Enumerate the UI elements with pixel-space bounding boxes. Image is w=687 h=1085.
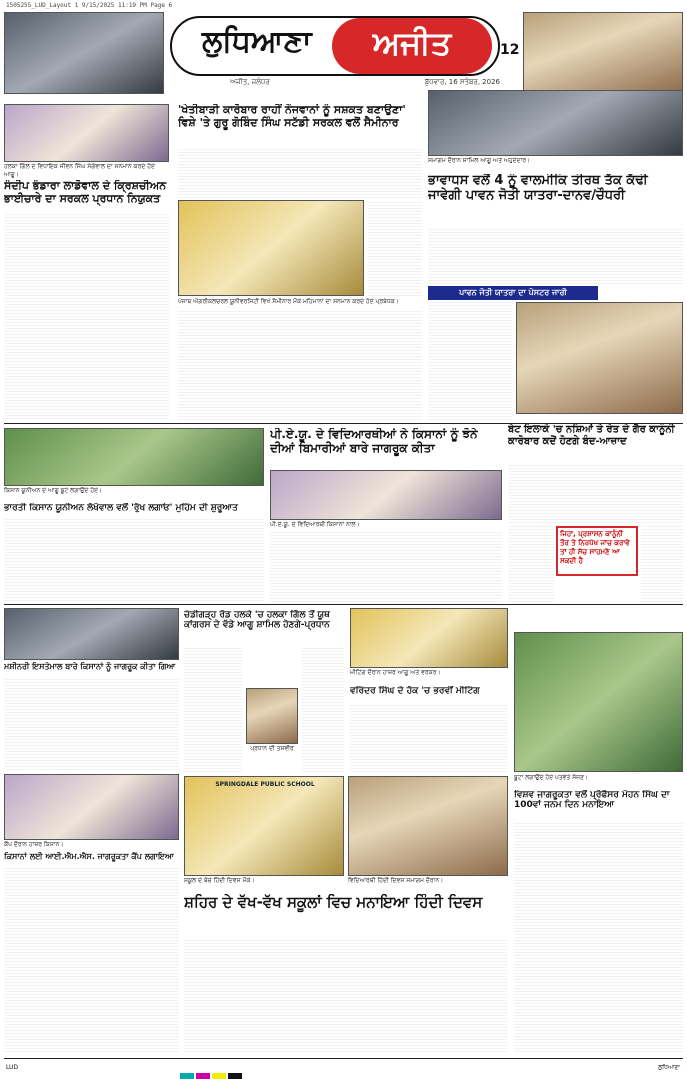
story-a10-body xyxy=(514,822,683,1052)
footer-left: LUD xyxy=(6,1064,19,1071)
footer-rule xyxy=(4,1058,683,1059)
story-a6-body-left xyxy=(508,526,554,602)
story-a12-photo-right xyxy=(348,776,508,876)
story-a10-caption: ਬੂਟਾ ਲਗਾਉਂਦੇ ਹੋਏ ਪਤਵੰਤੇ ਸੱਜਣ। xyxy=(514,774,589,781)
story-a8-headline: ਚੰਡੀਗੜ੍ਹ ਰੋਡ ਹਲਕੇ 'ਚ ਹਲਕਾ ਗਿੱਲ ਤੋਂ ਯੂਥ ਕਾਂਗਰਸ ਦੇ ਵੱਡੇ ਆਗੂ ਸ਼ਾਮਿਲ ਹੋਣਗੇ-ਪ੍ਰਧਾਨ xyxy=(184,610,330,631)
story-a12-caption-right: ਵਿਦਿਆਰਥੀ ਹਿੰਦੀ ਦਿਵਸ ਸਮਾਗਮ ਦੌਰਾਨ। xyxy=(348,877,444,884)
story-a4-photo xyxy=(4,428,264,486)
story-a9-headline: ਵਰਿੰਦਰ ਸਿੰਘ ਦੇ ਹੱਕ 'ਚ ਭਰਵੀਂ ਮੀਟਿੰਗ xyxy=(350,686,480,696)
story-a7-headline: ਮਸ਼ੀਨਰੀ ਇਸਤੇਮਾਲ ਬਾਰੇ ਕਿਸਾਨਾਂ ਨੂੰ ਜਾਗਰੂਕ ਕੀਤਾ ਗਿਆ xyxy=(4,662,176,671)
story-a1-body xyxy=(4,214,169,419)
story-a2-body xyxy=(178,310,422,420)
story-a7-photo xyxy=(4,608,179,660)
story-a9-body xyxy=(350,704,508,772)
story-a11-body xyxy=(4,868,179,1052)
story-a3-boxed-subhead: ਪਾਵਨ ਜੋਤੀ ਯਾਤਰਾ ਦਾ ਪੋਸਟਰ ਜਾਰੀ xyxy=(428,286,598,300)
story-a8-body-right xyxy=(302,646,344,772)
story-a5-caption: ਪੀ.ਏ.ਯੂ. ਦੇ ਵਿਦਿਆਰਥੀ ਕਿਸਾਨਾਂ ਨਾਲ। xyxy=(270,521,360,528)
story-a1-photo xyxy=(4,104,169,162)
story-a10-headline: ਵਿਸ਼ਵ ਜਾਗਰੂਕਤਾ ਵਲੋਂ ਪ੍ਰੋਫੈਸਰ ਮੋਹਨ ਸਿੰਘ ਦਾ 100ਵਾਂ ਜਨਮ ਦਿਨ ਮਨਾਇਆ xyxy=(514,790,670,811)
masthead-subline: ਅਜੀਤ, ਜਲੰਧਰ xyxy=(230,78,270,86)
color-registration-bar xyxy=(180,1064,380,1072)
story-a5-headline: ਪੀ.ਏ.ਯੂ. ਦੇ ਵਿਦਿਆਰਥੀਆਂ ਨੇ ਕਿਸਾਨਾਂ ਨੂੰ ਝੋਨੇ ਦੀਆਂ ਬਿਮਾਰੀਆਂ ਬਾਰੇ ਜਾਗਰੂਕ ਕੀਤਾ xyxy=(270,428,478,455)
masthead-date: ਬੁੱਧਵਾਰ, 16 ਸਤੰਬਰ, 2026 xyxy=(424,78,500,86)
story-a11-headline: ਕਿਸਾਨਾਂ ਲਈ ਆਈ.ਐਮ.ਐਸ. ਜਾਗਰੂਕਤਾ ਕੈਂਪ ਲਗਾਇਆ xyxy=(4,852,174,861)
story-a12-headline: ਸ਼ਹਿਰ ਦੇ ਵੱਖ-ਵੱਖ ਸਕੂਲਾਂ ਵਿਚ ਮਨਾਇਆ ਹਿੰਦੀ ਦਿਵਸ xyxy=(184,894,483,911)
story-a4-headline: ਭਾਰਤੀ ਕਿਸਾਨ ਯੂਨੀਅਨ ਲੱਖੋਵਾਲ ਵਲੋਂ 'ਰੁੱਖ ਲਗਾਓ' ਮੁਹਿੰਮ ਦੀ ਸ਼ੁਰੂਆਤ xyxy=(4,503,238,513)
story-a9-caption: ਮੀਟਿੰਗ ਦੌਰਾਨ ਹਾਜ਼ਰ ਆਗੂ ਅਤੇ ਵਰਕਰ। xyxy=(350,669,441,676)
story-a2-caption: ਪੰਜਾਬ ਐਗਰੀਕਲਚਰਲ ਯੂਨੀਵਰਸਿਟੀ ਵਿਖੇ ਸੈਮੀਨਾਰ ਮੌਕੇ ਮਹਿਮਾਨਾਂ ਦਾ ਸਨਮਾਨ ਕਰਦੇ ਹੋਏ ਪ੍ਰਬੰਧਕ। xyxy=(178,298,399,305)
story-a8-caption: ਪ੍ਰਧਾਨ ਦੀ ਤਸਵੀਰ xyxy=(250,745,294,752)
story-a7-body xyxy=(4,678,179,770)
story-a2-body-side xyxy=(368,200,422,296)
story-a1-headline: ਸੰਦੀਪ ਭੰਡਾਰਾ ਲਾਡੋਵਾਲ ਦੇ ਕ੍ਰਿਸ਼ਚੀਅਨ ਭਾਈਚਾਰੇ ਦਾ ਸਰਕਲ ਪ੍ਰਧਾਨ ਨਿਯੁਕਤ xyxy=(4,180,167,205)
masthead-photo-right xyxy=(523,12,683,94)
story-a6-pullquote: ਜਿਹਾ, ਪ੍ਰਸ਼ਾਸਨ ਕਾਨੂੰਨੀ ਤੌਰ ਤੇ ਨਿਰਪੱਖ ਜਾਂਚ ਕਰਾਵੇ ਤਾਂ ਹੀ ਸੱਚ ਸਾਹਮਣੇ ਆ ਸਕਦੀ ਹੈ xyxy=(556,526,638,576)
story-a2-body-top xyxy=(178,148,422,198)
story-a11-caption: ਕੈਂਪ ਦੌਰਾਨ ਹਾਜ਼ਰ ਕਿਸਾਨ। xyxy=(4,841,64,848)
story-a12-body xyxy=(184,940,508,1052)
story-a10-photo xyxy=(514,632,683,772)
story-a3-headline: ਭਾਵਾਧਸ ਵਲੋਂ 4 ਨੂੰ ਵਾਲਮੀਕਿ ਤੀਰਥ ਤੱਕ ਕੱਢੀ ਜਾਵੇਗੀ ਪਾਵਨ ਜੋਤੀ ਯਾਤਰਾ-ਦਾਨਵ/ਚੌਧਰੀ xyxy=(428,174,648,203)
story-a3-body-2 xyxy=(428,302,512,420)
story-a6-headline: ਬੇਟ ਇਲਾਕੇ 'ਚ ਨਸ਼ਿਆਂ ਤੇ ਰੇਤ ਦੇ ਗੈਰ ਕਾਨੂੰਨੀ ਕਾਰੋਬਾਰ ਕਦੋਂ ਹੋਣਗੇ ਬੰਦ-ਆਜ਼ਾਦ xyxy=(508,424,675,447)
story-a9-photo xyxy=(350,608,508,668)
page-number: 12 xyxy=(500,42,520,58)
story-a3-photo xyxy=(428,90,683,156)
footer-right: ਲੁਧਿਆਣਾ xyxy=(658,1064,680,1071)
story-a6-body-right xyxy=(641,526,683,602)
story-a3-photo-2 xyxy=(516,302,683,414)
story-a4-body xyxy=(4,519,264,601)
story-a8-body-left xyxy=(184,646,242,772)
story-a2-photo xyxy=(178,200,364,296)
school-banner: SPRINGDALE PUBLIC SCHOOL xyxy=(215,781,315,788)
masthead-logo-frame xyxy=(170,16,500,76)
story-a6-body xyxy=(508,463,683,523)
story-a5-body xyxy=(270,532,502,602)
story-a4-caption: ਕਿਸਾਨ ਯੂਨੀਅਨ ਦੇ ਆਗੂ ਬੂਟੇ ਲਗਾਉਂਦੇ ਹੋਏ। xyxy=(4,487,103,494)
story-a12-caption-left: ਸਕੂਲ ਦੇ ਬੱਚੇ ਹਿੰਦੀ ਦਿਵਸ ਮੌਕੇ। xyxy=(184,877,255,884)
divider xyxy=(4,604,683,605)
story-a3-body xyxy=(428,228,683,284)
masthead-photo-left xyxy=(4,12,164,94)
story-a1-caption: ਹਲਕਾ ਗਿੱਲ ਦੇ ਵਿਧਾਇਕ ਜੀਵਨ ਸਿੰਘ ਸੰਗੋਵਾਲ ਦਾ ਸਨਮਾਨ ਕਰਦੇ ਹੋਏ ਆਗੂ। xyxy=(4,163,155,178)
masthead-paper-name: ਅਜੀਤ xyxy=(332,18,492,74)
masthead-city: ਲੁਧਿਆਣਾ xyxy=(202,24,312,59)
story-a3-caption: ਸਮਾਗਮ ਦੌਰਾਨ ਸ਼ਾਮਿਲ ਆਗੂ ਅਤੇ ਅਹੁਦੇਦਾਰ। xyxy=(428,157,531,164)
story-a2-headline: 'ਖੇਤੀਬਾੜੀ ਕਾਰੋਬਾਰ ਰਾਹੀਂ ਨੌਜਵਾਨਾਂ ਨੂੰ ਸਸ਼ਕਤ ਬਣਾਉਣਾ' ਵਿਸ਼ੇ 'ਤੇ ਗੁਰੂ ਗੋਬਿੰਦ ਸਿੰਘ ਸਟੱਡੀ ਸਰਕਲ ਵਲੋਂ ਸੈਮੀਨਾਰ xyxy=(178,104,406,129)
story-a12-photo-left xyxy=(184,776,344,876)
story-a5-photo xyxy=(270,470,502,520)
story-a8-portrait xyxy=(246,688,298,744)
story-a11-photo xyxy=(4,774,179,840)
page-slug: 1505255_LUD_Layout 1 9/15/2025 11:19 PM Page 6 xyxy=(6,2,173,9)
